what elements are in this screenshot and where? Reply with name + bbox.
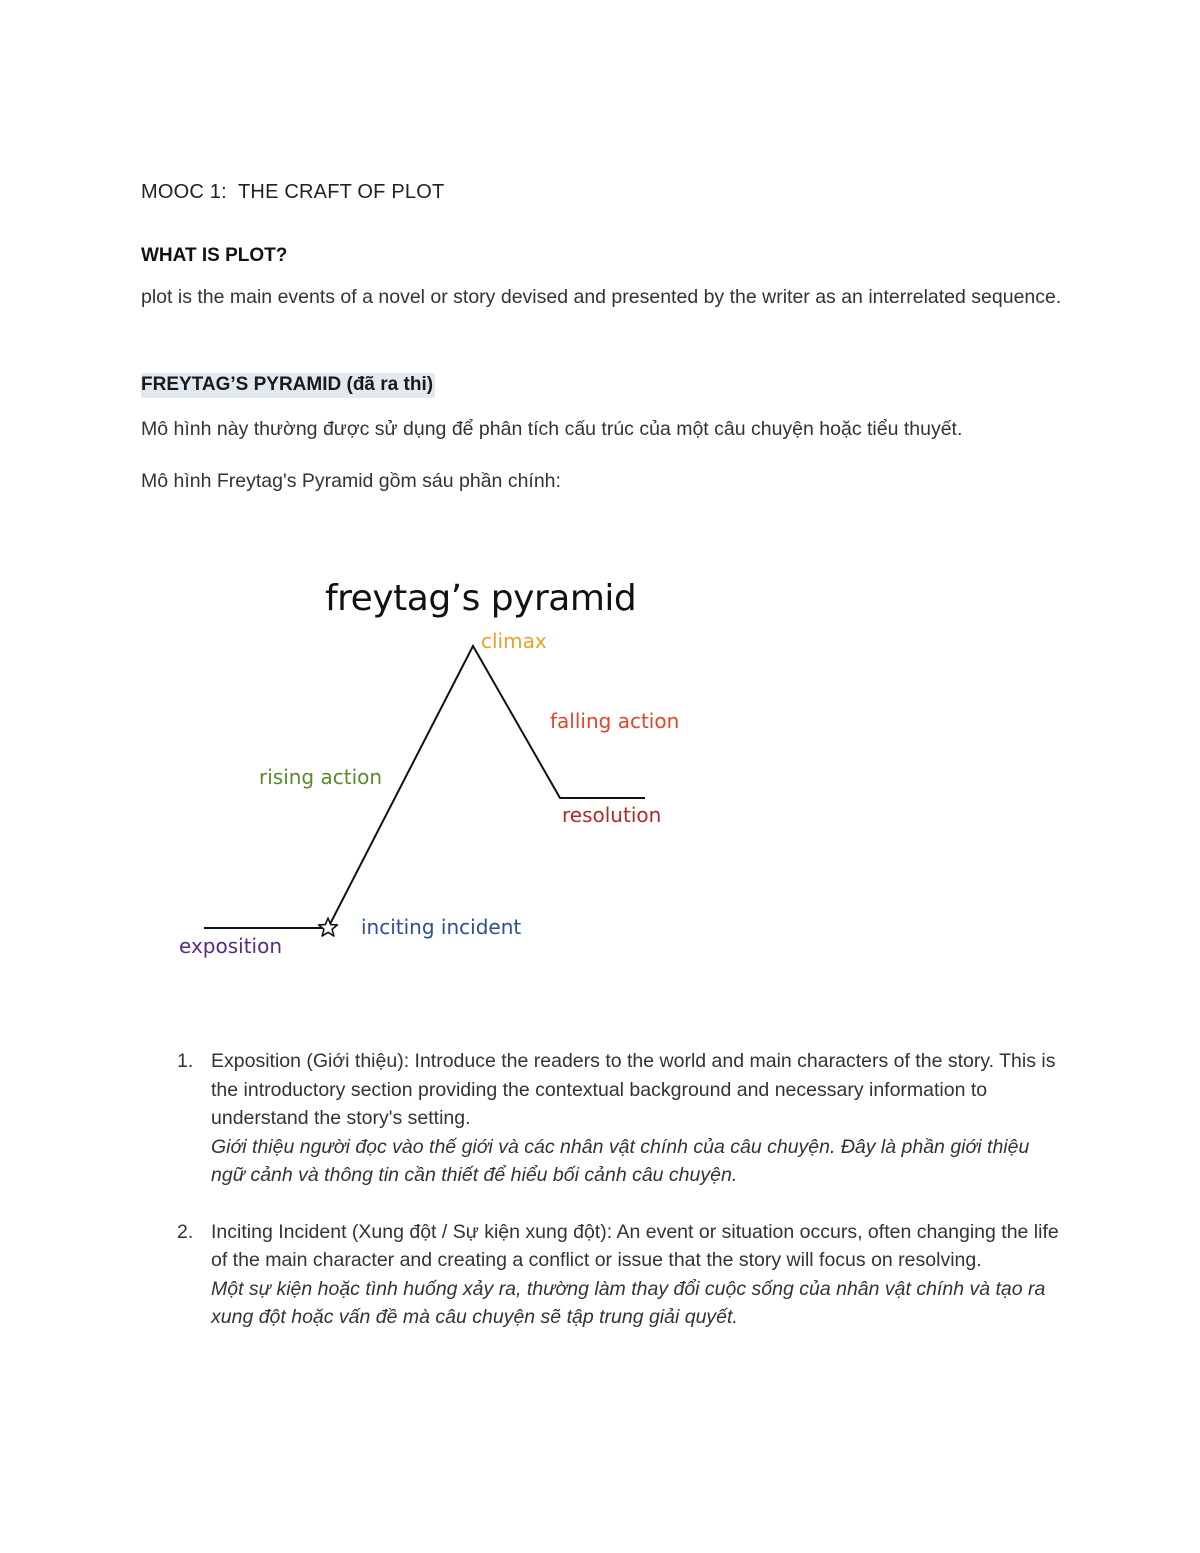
freytag-parts-text: Mô hình Freytag's Pyramid gồm sáu phần chính:: [141, 470, 561, 492]
label-climax: climax: [481, 629, 547, 653]
list-item-text: Inciting Incident (Xung đột / Sự kiện xung đột): An event or situation occurs, often changing the life of the main character and creating a conflict or issue that the story will focus on resolving.: [211, 1220, 1059, 1271]
freytag-intro-text: Mô hình này thường được sử dụng để phân tích cấu trúc của một câu chuyện hoặc tiểu thuyết.: [141, 418, 963, 440]
list-item-text: Exposition (Giới thiệu): Introduce the readers to the world and main characters of the story. This is the introductory section providing the contextual background and necessary information to understand the story's setting.: [211, 1050, 1056, 1129]
pyramid-svg: [170, 560, 700, 980]
document-title: MOOC 1: THE CRAFT OF PLOT: [141, 181, 445, 203]
what-is-plot-heading: WHAT IS PLOT?: [141, 245, 288, 266]
list-item-number: 1.: [177, 1050, 194, 1072]
label-resolution: resolution: [562, 803, 662, 827]
plot-definition: plot is the main events of a novel or story devised and presented by the writer as an interrelated sequence.: [141, 286, 1062, 308]
pyramid-steps-list: [141, 1047, 1061, 1360]
label-falling-action: falling action: [550, 709, 680, 733]
label-exposition: exposition: [179, 934, 283, 958]
list-item: [141, 1218, 1061, 1332]
list-item-translation: Một sự kiện hoặc tình huống xảy ra, thường làm thay đổi cuộc sống của nhân vật chính và tạo ra xung đột hoặc vấn đề mà câu chuyện sẽ tập trung giải quyết.: [211, 1277, 1046, 1328]
freytag-heading: FREYTAG’S PYRAMID (đã ra thi): [141, 373, 435, 398]
label-inciting-incident: inciting incident: [361, 915, 522, 939]
list-item-number: 2.: [177, 1220, 194, 1243]
list-item-translation: Giới thiệu người đọc vào thế giới và các nhân vật chính của câu chuyện. Đây là phần giới thiệu ngữ cảnh và thông tin cần thiết để hiểu bối cảnh câu chuyện.: [211, 1135, 1030, 1186]
star-icon: [319, 918, 338, 936]
freytag-pyramid-diagram: [170, 560, 700, 980]
list-item: [141, 1047, 1061, 1190]
diagram-title: freytag’s pyramid: [325, 578, 637, 619]
label-rising-action: rising action: [259, 765, 383, 789]
